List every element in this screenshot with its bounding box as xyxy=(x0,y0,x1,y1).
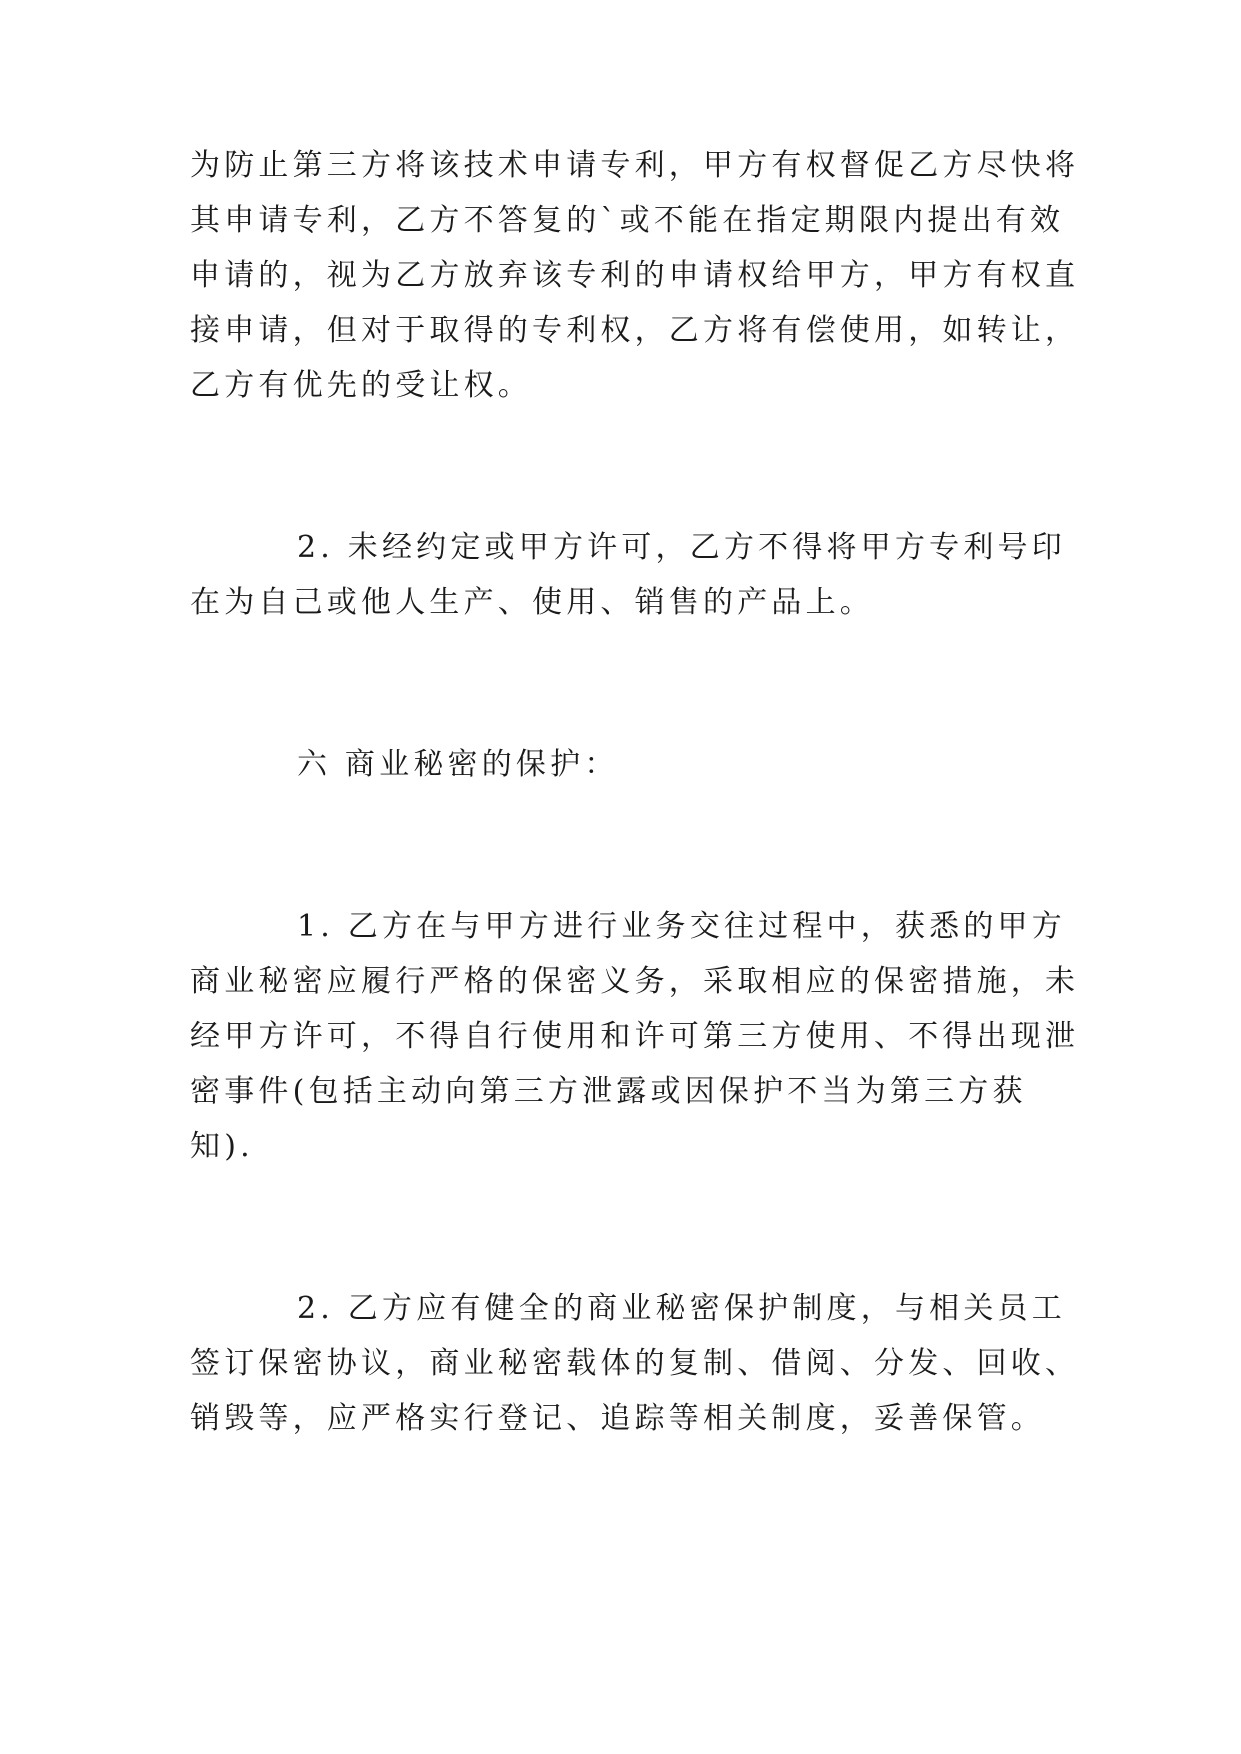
section-heading-6: 六 商业秘密的保护： xyxy=(297,747,619,782)
para3-line-1: 1. 乙方在与甲方进行业务交往过程中，获悉的甲方 xyxy=(297,909,1066,944)
para3-line-2: 商业秘密应履行严格的保密义务，采取相应的保密措施，未 xyxy=(190,964,1080,999)
para1-line-1: 为防止第三方将该技术申请专利，甲方有权督促乙方尽快将 xyxy=(190,148,1080,183)
para2-line-1: 2. 未经约定或甲方许可，乙方不得将甲方专利号印 xyxy=(297,530,1066,565)
para1-line-3: 申请的，视为乙方放弃该专利的申请权给甲方，甲方有权直 xyxy=(190,258,1080,293)
para4-line-1: 2. 乙方应有健全的商业秘密保护制度，与相关员工 xyxy=(297,1291,1066,1326)
para4-line-2: 签订保密协议，商业秘密载体的复制、借阅、分发、回收、 xyxy=(190,1346,1080,1381)
para1-line-4: 接申请，但对于取得的专利权，乙方将有偿使用，如转让， xyxy=(190,313,1080,348)
para4-line-3: 销毁等，应严格实行登记、追踪等相关制度，妥善保管。 xyxy=(190,1401,1045,1436)
para1-line-5: 乙方有优先的受让权。 xyxy=(190,368,532,403)
para1-line-2: 其申请专利，乙方不答复的`或不能在指定期限内提出有效 xyxy=(190,203,1065,238)
para2-line-2: 在为自己或他人生产、使用、销售的产品上。 xyxy=(190,585,874,620)
para3-line-3: 经甲方许可，不得自行使用和许可第三方使用、不得出现泄 xyxy=(190,1019,1080,1054)
para3-line-4: 密事件(包括主动向第三方泄露或因保护不当为第三方获 xyxy=(190,1074,1027,1109)
para3-line-5: 知). xyxy=(190,1129,254,1164)
